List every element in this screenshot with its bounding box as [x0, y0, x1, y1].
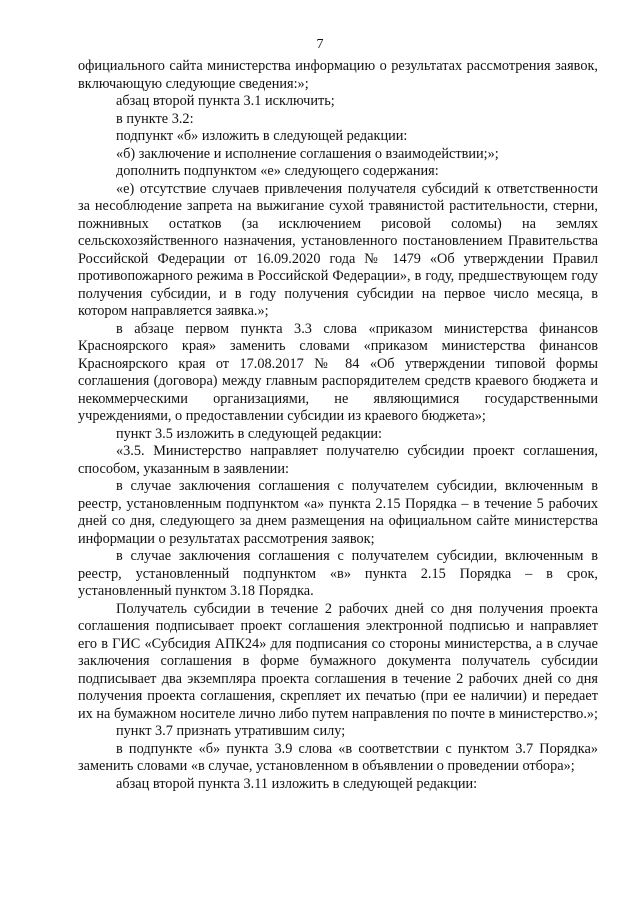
paragraph-continuation: официального сайта министерства информацию о результатах рассмотрения заявок, включающую следующие сведения:»;	[78, 58, 598, 92]
paragraph: Получатель субсидии в течение 2 рабочих дней со дня получения проекта соглашения подписывает проект соглашения электронной подписью и направляет его в ГИС «Субсидия АПК24» для подписания со стороны министерства, а в случае заключения соглашения в форме бумажного документа получатель субсидии подписывает два экземпляра проекта соглашения в течение 2 рабочих дней со дня получения проекта соглашения, скрепляет их печатью (при ее наличии) и передает их на бумажном носителе лично либо путем направления по почте в министерство.»;	[78, 600, 599, 722]
paragraph: подпункт «б» изложить в следующей редакции:	[116, 128, 408, 144]
paragraph: пункт 3.5 изложить в следующей редакции:	[116, 425, 383, 442]
paragraph: в пункте 3.2:	[116, 110, 194, 127]
paragraph: в случае заключения соглашения с получателем субсидии, включенным в реестр, установленным подпунктом «а» пункта 2.15 Порядка – в течение 5 рабочих дней со дня, следующего за днем размещения на официальном сайте министерства информации о результатах рассмотрения заявок;	[78, 478, 598, 547]
paragraph: дополнить подпунктом «е» следующего содержания:	[116, 163, 439, 179]
paragraph: абзац второй пункта 3.11 изложить в следующей редакции:	[116, 775, 478, 792]
page-number: 7	[316, 37, 324, 52]
paragraph: в подпункте «б» пункта 3.9 слова «в соответствии с пунктом 3.7 Порядка» заменить словами «в случае, установленном в объявлении о проведении отбора»;	[78, 740, 598, 774]
paragraph: абзац второй пункта 3.1 исключить;	[116, 93, 335, 109]
paragraph: «е) отсутствие случаев привлечения получателя субсидий к ответственности за несоблюдение запрета на выжигание сухой травянистой растительности, стерни, пожнивных остатков (за исключением рисовой соломы) на землях сельскохозяйственного назначения, установленного постановлением Правительства Российской Федерации от 16.09.2020 года № 1479 «Об утверждении Правил противопожарного режима в Российской Федерации», в году, предшествующем году получения субсидии, и в году получения субсидии на первое число месяца, в котором направляется заявка.»;	[78, 180, 598, 319]
paragraph: пункт 3.7 признать утратившим силу;	[116, 723, 346, 739]
paragraph: «б) заключение и исполнение соглашения о взаимодействии;»;	[116, 145, 499, 162]
paragraph: «3.5. Министерство направляет получателю субсидии проект соглашения, способом, указанным в заявлении:	[78, 443, 598, 477]
document-body	[78, 58, 598, 793]
paragraph: в случае заключения соглашения с получателем субсидии, включенным в реестр, установленный подпунктом «в» пункта 2.15 Порядка – в срок, установленный пунктом 3.18 Порядка.	[78, 548, 598, 599]
paragraph: в абзаце первом пункта 3.3 слова «приказом министерства финансов Красноярского края» заменить словами «приказом министерства финансов Красноярского края от 17.08.2017 № 84 «Об утверждении типовой формы соглашения (договора) между главным распорядителем средств краевого бюджета и некоммерческими организациями, не являющимися государственными учреждениями, о предоставлении субсидии из краевого бюджета»;	[78, 320, 598, 424]
